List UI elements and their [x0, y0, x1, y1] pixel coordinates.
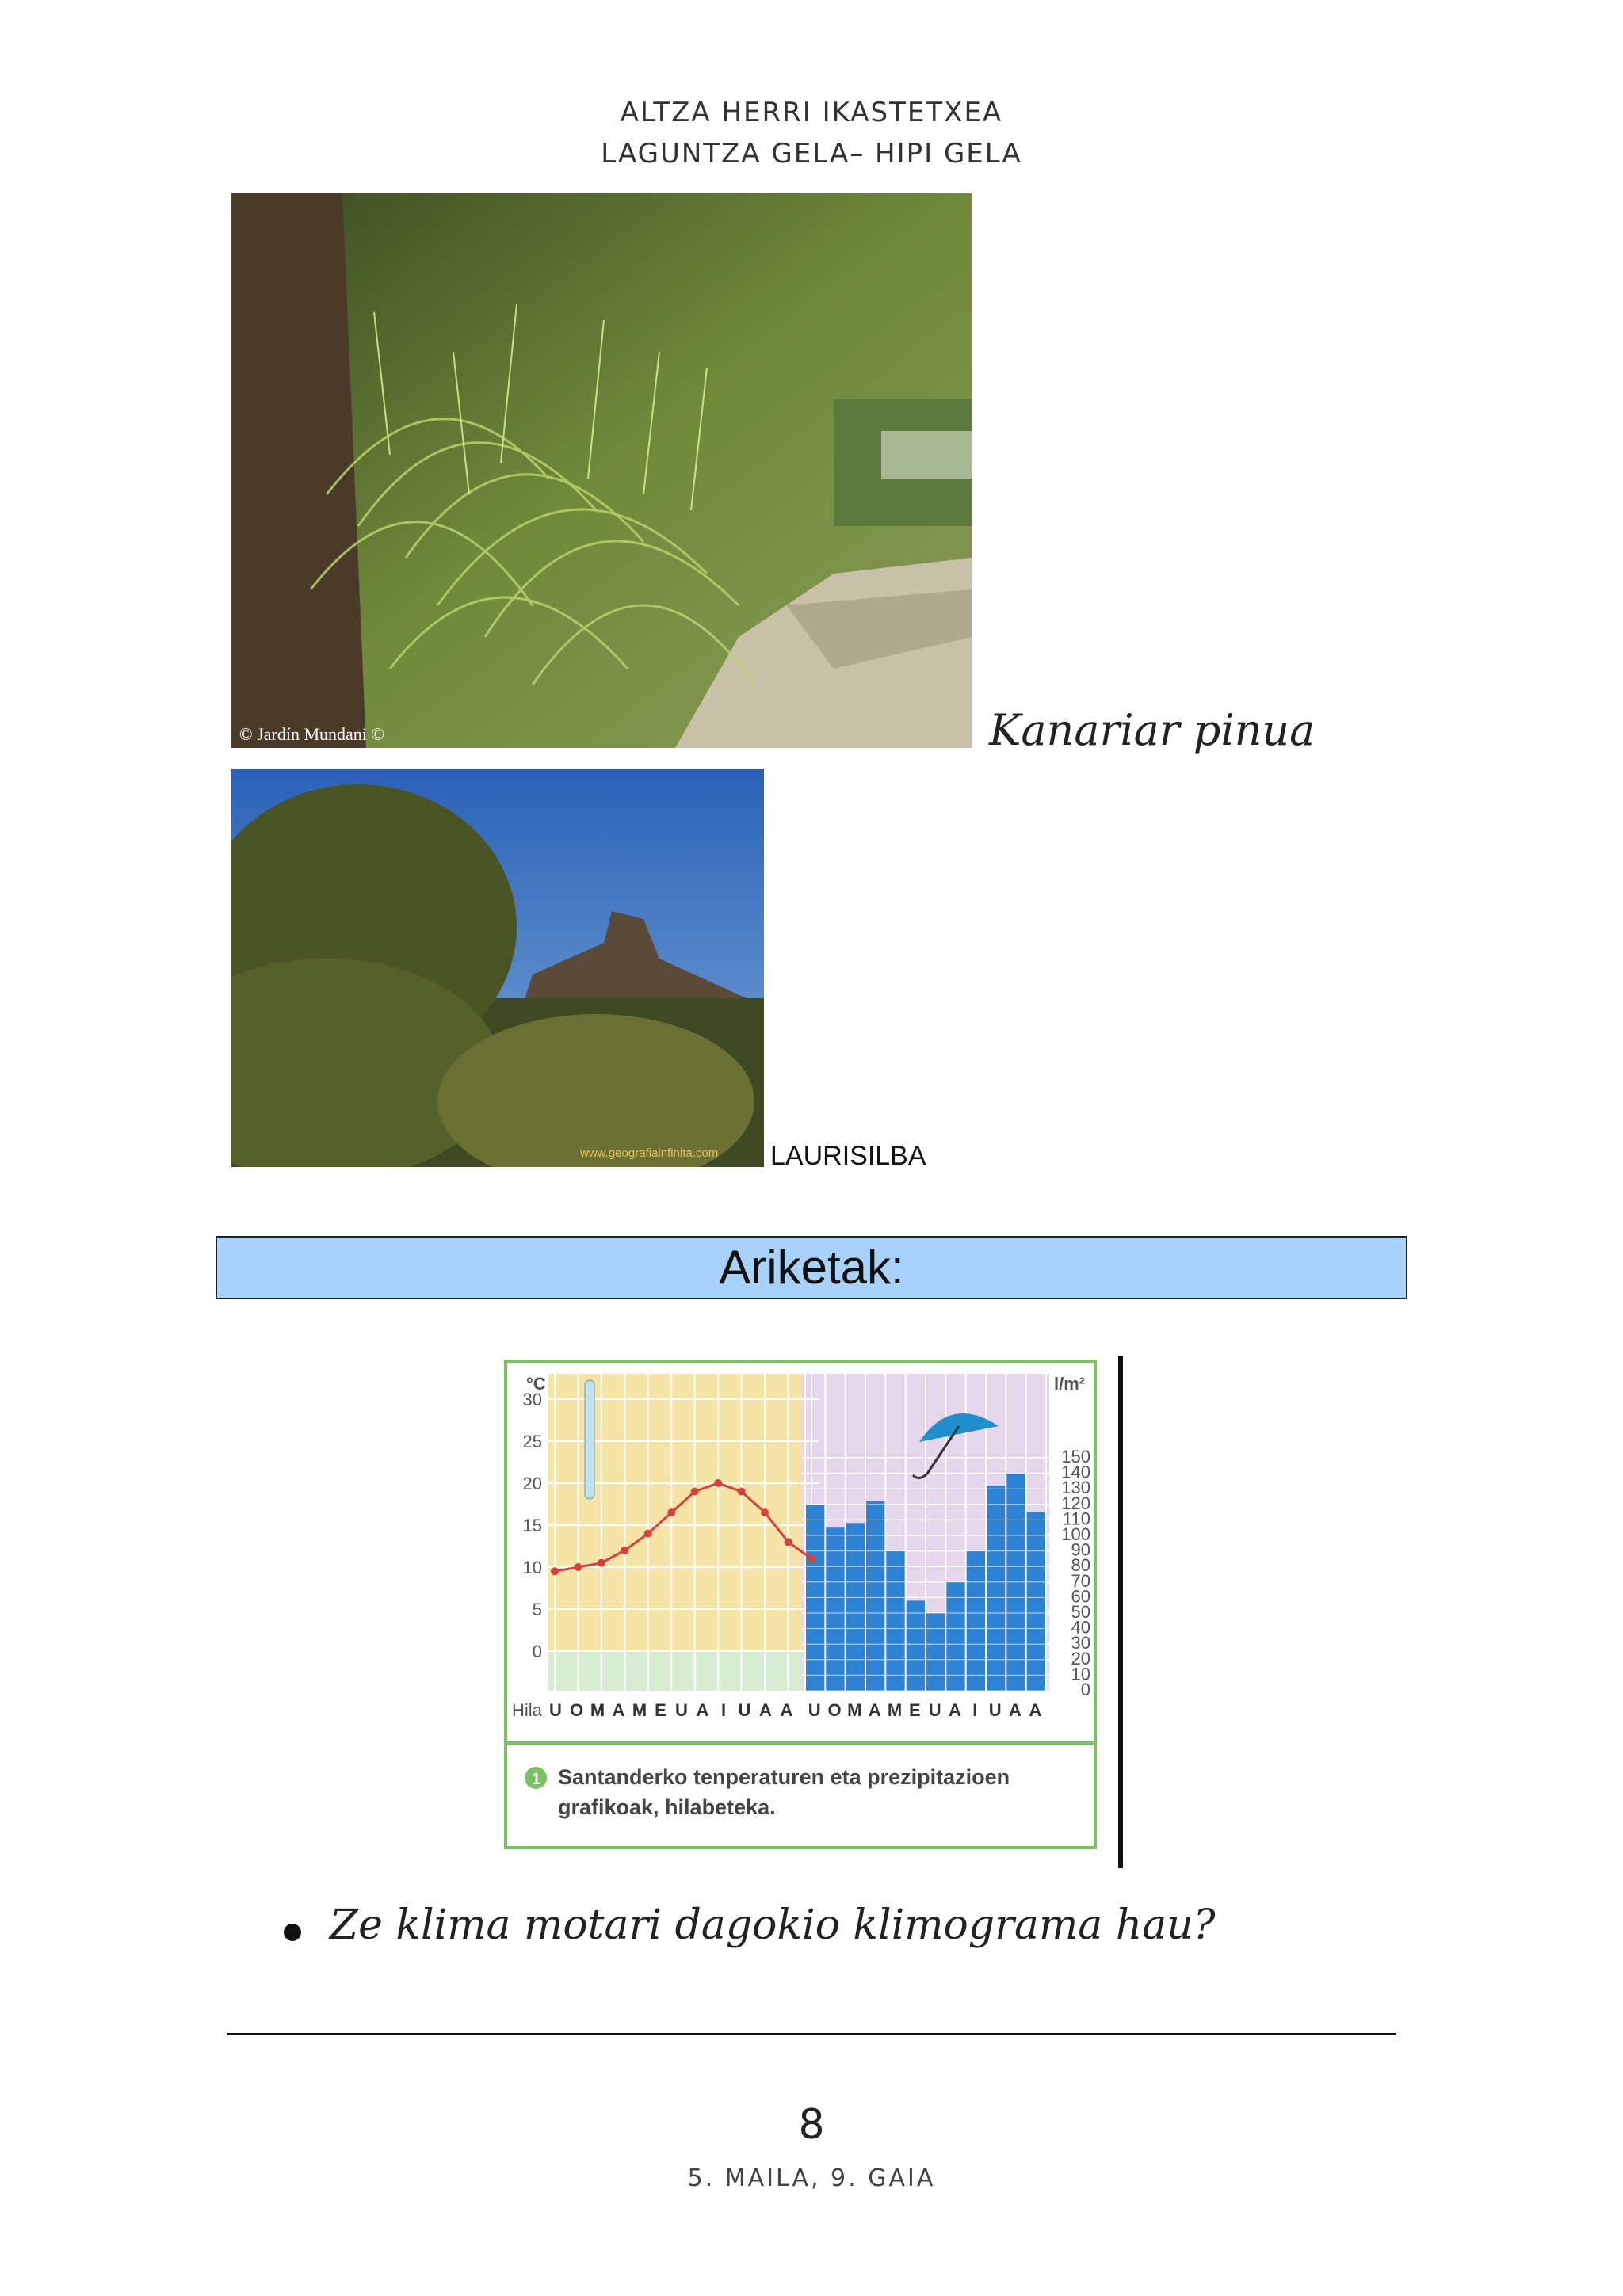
precipitation-bar: [926, 1613, 945, 1691]
temperature-tick-label: 10: [522, 1558, 542, 1577]
temperature-tick-label: 30: [522, 1390, 542, 1409]
precipitation-bar: [1027, 1512, 1045, 1691]
precipitation-bar: [907, 1600, 925, 1691]
temperature-month-label: U: [549, 1700, 563, 1720]
school-name: ALTZA HERRI IKASTETXEA: [620, 97, 1003, 128]
precipitation-tick-label: 40: [1071, 1617, 1090, 1638]
month-axis-label: Hila: [512, 1700, 542, 1720]
precipitation-month-label: A: [949, 1700, 963, 1720]
precipitation-bar: [886, 1551, 904, 1691]
precipitation-month-label: A: [1029, 1700, 1044, 1720]
precipitation-month-label: A: [868, 1700, 883, 1720]
precipitation-bar: [826, 1527, 844, 1691]
photo-watermark: www.geografiainfinita.com: [580, 1146, 719, 1160]
precipitation-tick-label: 80: [1071, 1555, 1090, 1576]
precipitation-tick-label: 100: [1061, 1524, 1090, 1544]
precipitation-month-label: M: [887, 1700, 904, 1720]
climograph-svg: [507, 1363, 1094, 1846]
canary-pine-caption: Kanariar pinua: [989, 705, 1316, 755]
precipitation-tick-label: 90: [1071, 1539, 1090, 1560]
thermometer-icon: [585, 1380, 594, 1499]
precipitation-tick-label: 130: [1061, 1478, 1090, 1498]
temperature-point: [551, 1567, 559, 1575]
temperature-tick-label: 15: [522, 1516, 542, 1535]
temperature-month-label: O: [569, 1700, 586, 1720]
laurisilba-photo: [231, 769, 764, 1167]
temperature-month-label: E: [655, 1700, 668, 1720]
temperature-tick-label: 25: [522, 1432, 542, 1451]
chart-caption-line2: grafikoak, hilabeteka.: [558, 1795, 776, 1819]
temperature-month-label: A: [612, 1700, 627, 1720]
page-number: 8: [798, 2101, 825, 2149]
temperature-month-label: U: [675, 1700, 689, 1720]
laurisilba-caption: LAURISILBA: [770, 1141, 926, 1171]
temperature-point: [574, 1563, 582, 1571]
temperature-month-label: A: [780, 1700, 795, 1720]
vertical-rule: [1118, 1356, 1123, 1868]
precipitation-month-label: E: [908, 1700, 922, 1720]
temperature-point: [621, 1547, 628, 1554]
precipitation-bar: [846, 1523, 865, 1691]
temperature-tick-label: 0: [532, 1642, 542, 1661]
precipitation-month-label: U: [988, 1700, 1003, 1720]
canary-pine-photo: [231, 193, 972, 748]
precipitation-month-label: M: [847, 1700, 864, 1720]
precipitation-bar: [866, 1501, 884, 1691]
precipitation-tick-label: 50: [1071, 1602, 1090, 1622]
temperature-point: [714, 1479, 722, 1487]
temperature-month-label: A: [759, 1700, 773, 1720]
temperature-point: [785, 1538, 792, 1546]
precipitation-tick-label: 20: [1071, 1648, 1090, 1669]
temperature-point: [691, 1488, 699, 1496]
precipitation-tick-label: 120: [1061, 1493, 1090, 1513]
temperature-point: [644, 1530, 652, 1538]
climograph: [504, 1360, 1097, 1849]
temperature-point: [808, 1554, 815, 1562]
temperature-month-label: U: [738, 1700, 753, 1720]
temperature-tick-label: 20: [522, 1474, 542, 1493]
precipitation-bar: [967, 1551, 985, 1691]
temperature-point: [738, 1488, 746, 1496]
bullet-icon: [284, 1924, 301, 1941]
precipitation-tick-label: 70: [1071, 1570, 1090, 1591]
temperature-month-label: M: [590, 1700, 607, 1720]
chart-caption-line1: Santanderko tenperaturen eta prezipitazioen: [558, 1765, 1010, 1789]
precipitation-month-label: I: [972, 1700, 980, 1720]
temperature-unit: °C: [526, 1374, 546, 1394]
question-text: Ze klima motari dagokio klimograma hau?: [330, 1901, 1216, 1949]
precipitation-unit: l/m²: [1054, 1374, 1086, 1394]
precipitation-month-label: U: [808, 1700, 823, 1720]
precipitation-tick-label: 10: [1071, 1664, 1090, 1684]
precipitation-tick-label: 60: [1071, 1586, 1090, 1607]
precipitation-bar: [946, 1582, 964, 1691]
temperature-point: [598, 1559, 605, 1567]
precipitation-tick-label: 0: [1080, 1680, 1090, 1699]
temperature-point: [667, 1508, 675, 1516]
temperature-month-label: A: [696, 1700, 711, 1720]
precipitation-tick-label: 110: [1062, 1508, 1090, 1529]
temperature-tick-label: 5: [532, 1600, 542, 1619]
footer-text: 5. MAILA, 9. GAIA: [687, 2164, 936, 2192]
precipitation-tick-label: 150: [1061, 1447, 1090, 1466]
answer-line: [227, 2033, 1396, 2035]
temperature-month-label: I: [720, 1700, 728, 1720]
class-name: LAGUNTZA GELA– HIPI GELA: [601, 138, 1022, 170]
precipitation-month-label: A: [1009, 1700, 1023, 1720]
temperature-month-label: M: [632, 1700, 649, 1720]
precipitation-tick-label: 30: [1071, 1633, 1090, 1653]
temperature-point: [761, 1508, 769, 1516]
exercises-banner: Ariketak:: [216, 1236, 1407, 1299]
below-zero-band: [548, 1651, 819, 1691]
photo-watermark: © Jardín Mundani ©: [239, 724, 385, 744]
precipitation-tick-label: 140: [1061, 1462, 1090, 1482]
precipitation-month-label: U: [928, 1700, 943, 1720]
svg-text:1: 1: [532, 1771, 541, 1788]
precipitation-month-label: O: [827, 1700, 843, 1720]
